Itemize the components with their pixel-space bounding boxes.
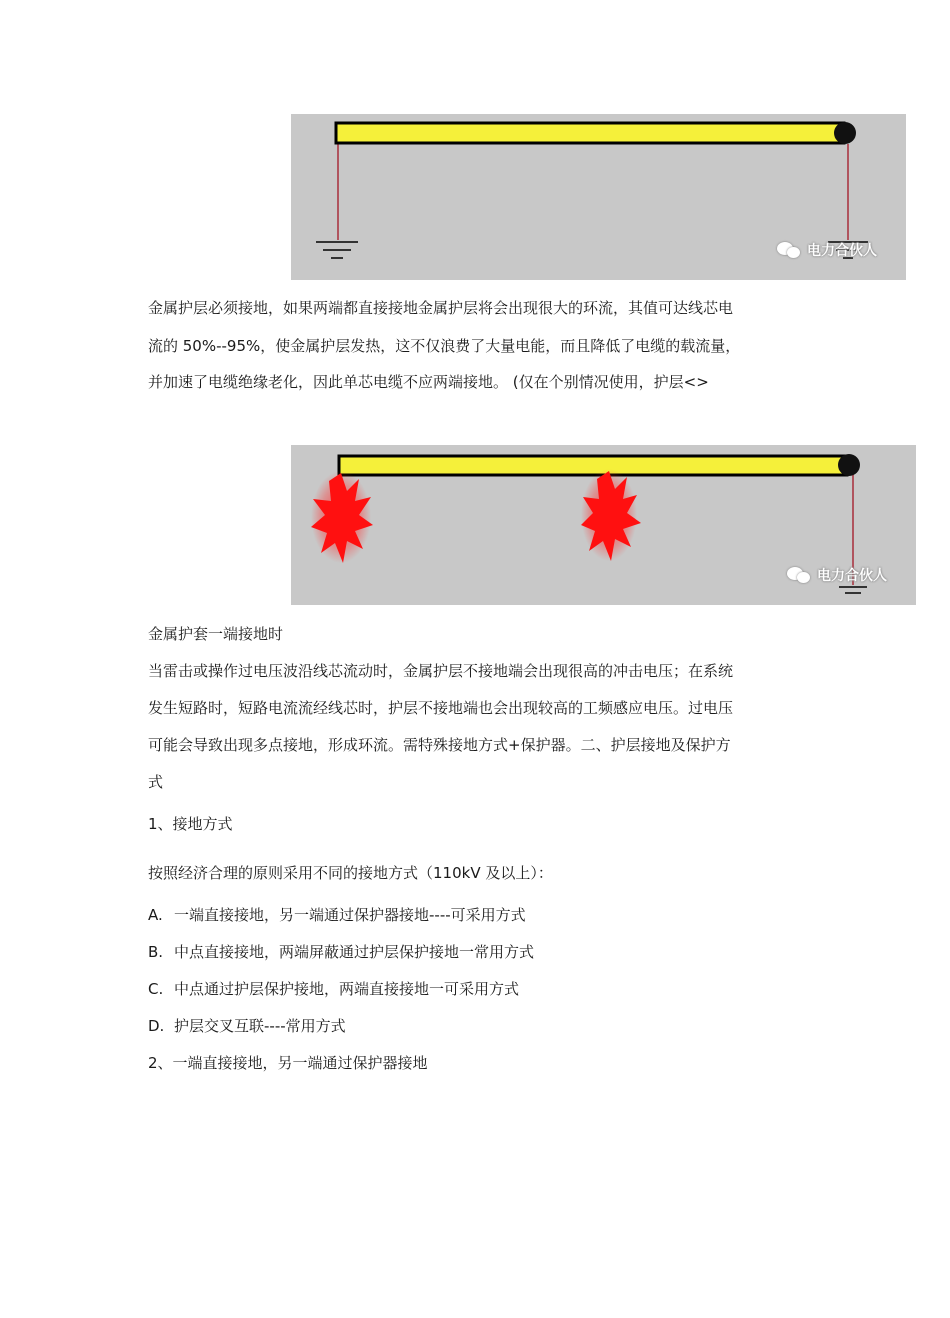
list-item — [148, 980, 519, 998]
figure-one-end-grounded — [291, 445, 916, 605]
intro-text: 按照经济合理的原则采用不同的接地方式（110kV 及以上）： — [148, 864, 553, 882]
right-ground-symbol — [839, 587, 867, 593]
paragraph-line: 发生短路时，短路电流流经线芯时，护层不接地端也会出现较高的工频感应电压。过电压 — [148, 699, 734, 717]
cable-end-cap — [838, 454, 860, 476]
list-item-text: 护层交叉互联----常用方式 — [174, 1017, 346, 1035]
list-item — [148, 1017, 346, 1035]
list-marker: C. — [148, 980, 164, 998]
section-heading: 1、接地方式 — [148, 815, 233, 833]
cable-body — [336, 123, 844, 143]
wechat-icon — [787, 566, 811, 584]
paragraph-line: 并加速了电缆绝缘老化，因此单芯电缆不应两端接地。 (仅在个别情况使用，护层<> — [148, 373, 709, 391]
watermark-text: 电力合伙人 — [817, 568, 887, 584]
paragraph-line: 式 — [148, 773, 164, 791]
spark-icon-left — [311, 471, 373, 563]
list-marker: A. — [148, 906, 163, 924]
cable-end-cap — [834, 122, 856, 144]
spark-icon-middle — [581, 469, 641, 561]
paragraph-line: 流的 50%--95%，使金属护层发热，这不仅浪费了大量电能，而且降低了电缆的载流量， — [148, 337, 741, 355]
paragraph-line: 金属护层必须接地，如果两端都直接接地金属护层将会出现很大的环流，其值可达线芯电 — [148, 299, 734, 317]
list-item-text: 中点通过护层保护接地，两端直接接地一可采用方式 — [174, 980, 520, 998]
watermark-text: 电力合伙人 — [807, 243, 877, 259]
paragraph-line: 可能会导致出现多点接地，形成环流。需特殊接地方式+保护器。二、护层接地及保护方 — [148, 736, 731, 754]
section-heading: 2、一端直接接地，另一端通过保护器接地 — [148, 1054, 428, 1072]
list-item — [148, 906, 526, 924]
figure-both-ends-grounded — [291, 114, 906, 280]
list-marker: D. — [148, 1017, 165, 1035]
watermark — [777, 240, 877, 260]
paragraph-line: 当雷击或操作过电压波沿线芯流动时，金属护层不接地端会出现很高的冲击电压；在系统 — [148, 662, 734, 680]
watermark — [787, 565, 887, 585]
list-item-text: 中点直接接地，两端屏蔽通过护层保护接地一常用方式 — [174, 943, 535, 961]
left-ground-symbol — [316, 242, 358, 258]
list-item-text: 一端直接接地，另一端通过保护器接地----可采用方式 — [174, 906, 526, 924]
list-item — [148, 943, 534, 961]
cable-body — [339, 456, 847, 475]
figure-caption: 金属护套一端接地时 — [148, 625, 284, 643]
wechat-icon — [777, 241, 801, 259]
list-marker: B. — [148, 943, 164, 961]
